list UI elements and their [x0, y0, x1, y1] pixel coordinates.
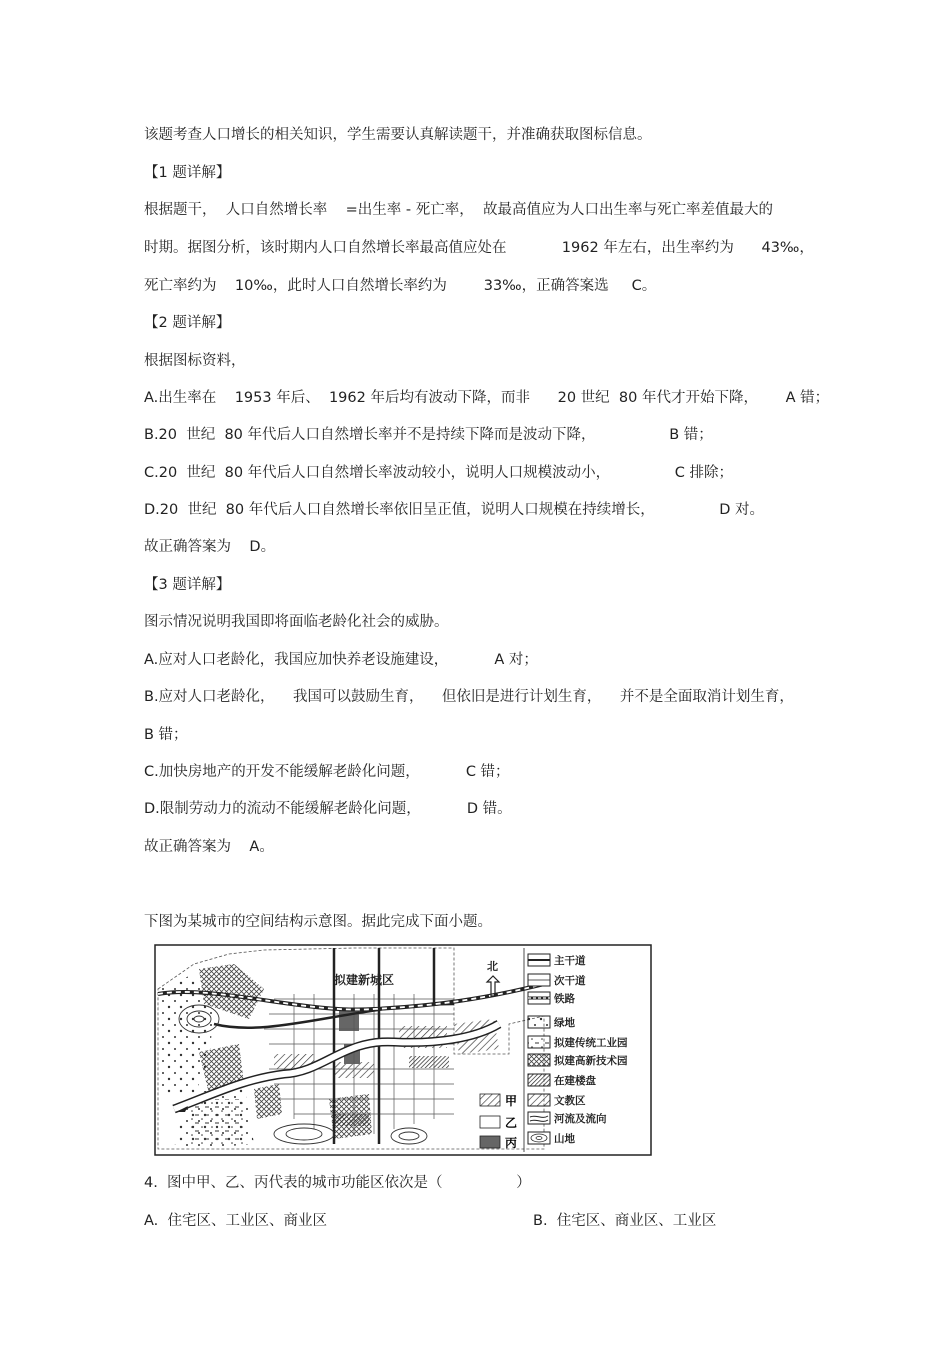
figure-intro: 下图为某城市的空间结构示意图。据此完成下面小题。: [144, 914, 492, 930]
text-line: B 错；: [144, 727, 188, 743]
text-line: 根据题干， 人口自然增长率 =出生率 - 死亡率， 故最高值应为人口出生率与死亡率差值最大的: [144, 202, 773, 218]
section-heading-1: 【1 题详解】: [144, 165, 231, 181]
text-line: A.出生率在 1953 年后、 1962 年后均有波动下降，而非 20 世纪 80 年代才开始下降， A 错；: [144, 390, 830, 406]
option-a: A. 住宅区、工业区、商业区: [144, 1213, 327, 1229]
zone-legend-yi: 乙: [505, 1116, 518, 1130]
text-line: 故正确答案为 A。: [144, 839, 274, 855]
text-line: B.应对人口老龄化， 我国可以鼓励生育， 但依旧是进行计划生育， 并不是全面取消计划生育，: [144, 689, 794, 705]
zone-legend-bing: 丙: [505, 1136, 518, 1150]
text-line: C.加快房地产的开发不能缓解老龄化问题， C 错；: [144, 764, 510, 780]
text-line: D.限制劳动力的流动不能缓解老龄化问题， D 错。: [144, 801, 512, 817]
zone-legend-jia: 甲: [505, 1094, 518, 1108]
section-heading-3: 【3 题详解】: [144, 577, 231, 593]
legend-railway: 铁路: [554, 993, 575, 1005]
legend-river: 河流及流向: [554, 1113, 607, 1125]
text-line: B.20 世纪 80 年代后人口自然增长率并不是持续下降而是波动下降， B 错；: [144, 427, 713, 443]
text-line: 故正确答案为 D。: [144, 539, 276, 555]
legend-high-tech-park: 拟建高新技术园: [554, 1055, 628, 1067]
north-label: 北: [487, 960, 498, 973]
legend-under-construction: 在建楼盘: [554, 1075, 596, 1087]
text-line: 时期。据图分析，该时期内人口自然增长率最高值应处在 1962 年左右，出生率约为 43‰，: [144, 240, 814, 256]
text-line: A.应对人口老龄化，我国应加快养老设施建设， A 对；: [144, 652, 538, 668]
text-line: D.20 世纪 80 年代后人口自然增长率依旧呈正值，说明人口规模在持续增长， D 对。: [144, 502, 765, 518]
section-heading-2: 【2 题详解】: [144, 315, 231, 331]
question-4: 4. 图中甲、乙、丙代表的城市功能区依次是（ ）: [144, 1175, 531, 1191]
text-line: C.20 世纪 80 年代后人口自然增长率波动较小，说明人口规模波动小， C 排除；: [144, 465, 733, 481]
text-line: 该题考查人口增长的相关知识，学生需要认真解读题干，并准确获取图标信息。: [144, 127, 652, 143]
text-line: 根据图标资料，: [144, 353, 246, 369]
text-line: 图示情况说明我国即将面临老龄化社会的威胁。: [144, 614, 449, 630]
city-structure-map: [154, 944, 652, 1156]
legend-green-space: 绿地: [554, 1017, 575, 1029]
legend-traditional-industrial: 拟建传统工业园: [554, 1037, 628, 1049]
text-line: 死亡率约为 10‰，此时人口自然增长率约为 33‰，正确答案选 C。: [144, 278, 657, 294]
legend-main-road: 主干道: [554, 955, 586, 967]
option-b: B. 住宅区、商业区、工业区: [533, 1213, 717, 1229]
legend-education: 文教区: [554, 1095, 586, 1107]
legend-secondary-road: 次干道: [554, 975, 586, 987]
legend-mountain: 山地: [554, 1133, 575, 1145]
district-label: 拟建新城区: [334, 973, 395, 987]
